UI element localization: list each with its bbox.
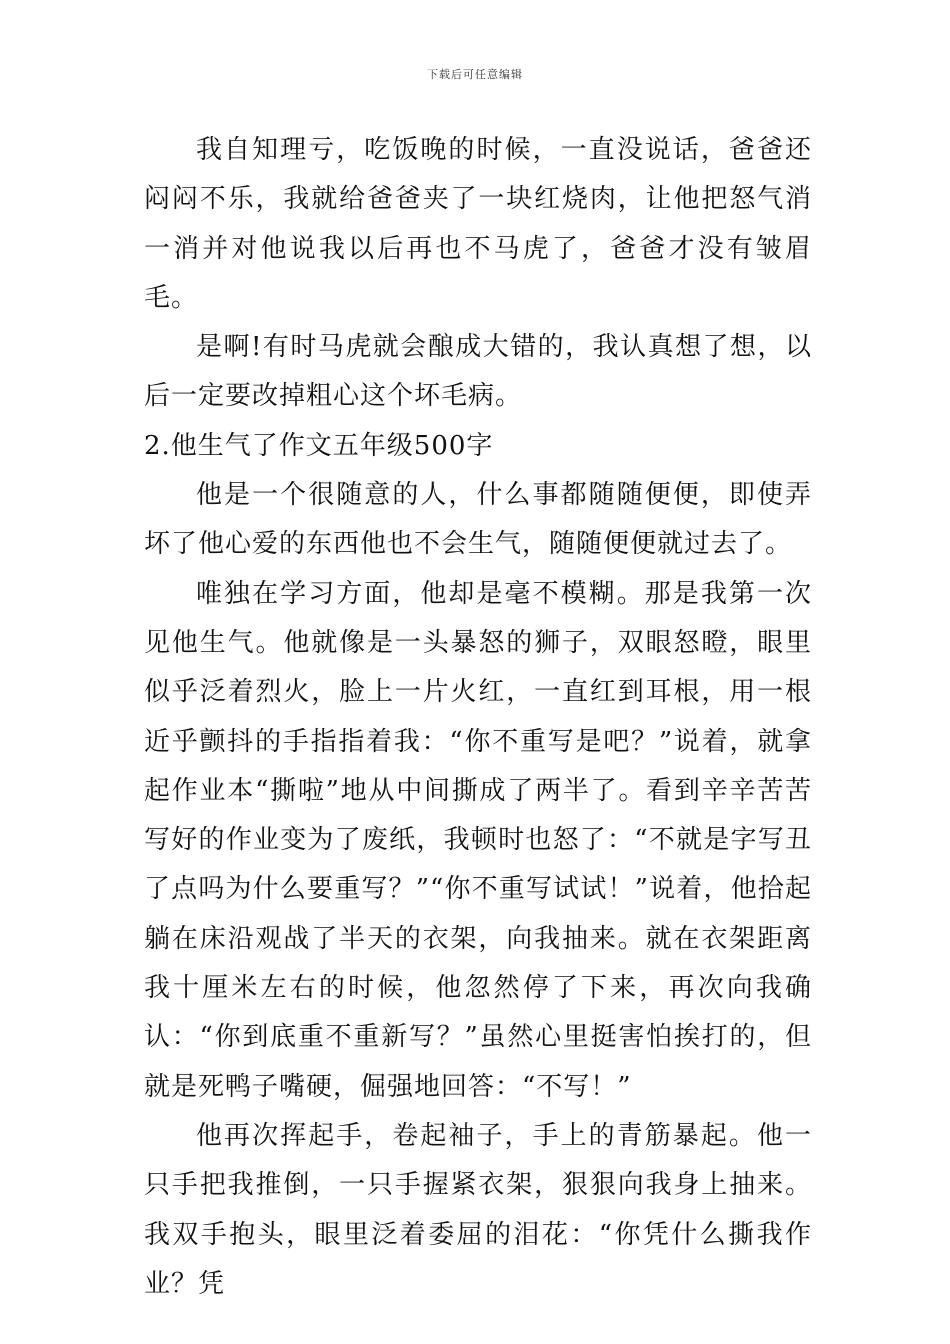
paragraph: 是啊!有时马虎就会酿成大错的，我认真想了想，以后一定要改掉粗心这个坏毛病。 bbox=[144, 332, 812, 412]
page-header: 下载后可任意编辑 bbox=[427, 68, 523, 81]
paragraph: 他是一个很随意的人，什么事都随随便便，即使弄坏了他心爱的东西他也不会生气，随随便便就过去了。 bbox=[144, 480, 812, 560]
paragraph: 我自知理亏，吃饭晚的时候，一直没说话，爸爸还闷闷不乐，我就给爸爸夹了一块红烧肉，让他把怒气消一消并对他说我以后再也不马虎了，爸爸才没有皱眉毛。 bbox=[144, 135, 812, 313]
paragraph: 唯独在学习方面，他却是毫不模糊。那是我第一次见他生气。他就像是一头暴怒的狮子，双眼怒瞪，眼里似乎泛着烈火，脸上一片火红，一直红到耳根，用一根近乎颤抖的手指指着我：“你不重写是吧？”说着，就拿起作业本“撕啦”地从中间撕成了两半了。看到辛辛苦苦写好的作业变为了废纸，我顿时也怒了：“不就是字写丑了点吗为什么要重写？”“你不重写试试！”说着，他拾起躺在床沿观战了半天的衣架，向我抽来。就在衣架距离我十厘米左右的时候，他忽然停了下来，再次向我确认：“你到底重不重新写？”虽然心里挺害怕挨打的，但就是死鸭子嘴硬，倔强地回答：“不写！” bbox=[144, 578, 812, 1102]
paragraph: 他再次挥起手，卷起袖子，手上的青筋暴起。他一只手把我推倒，一只手握紧衣架，狠狠向我身上抽来。我双手抱头，眼里泛着委屈的泪花：“你凭什么撕我作业？凭 bbox=[144, 1120, 812, 1299]
section-heading: 2.他生气了作文五年级500字 bbox=[144, 430, 494, 461]
document-body bbox=[144, 126, 812, 1309]
